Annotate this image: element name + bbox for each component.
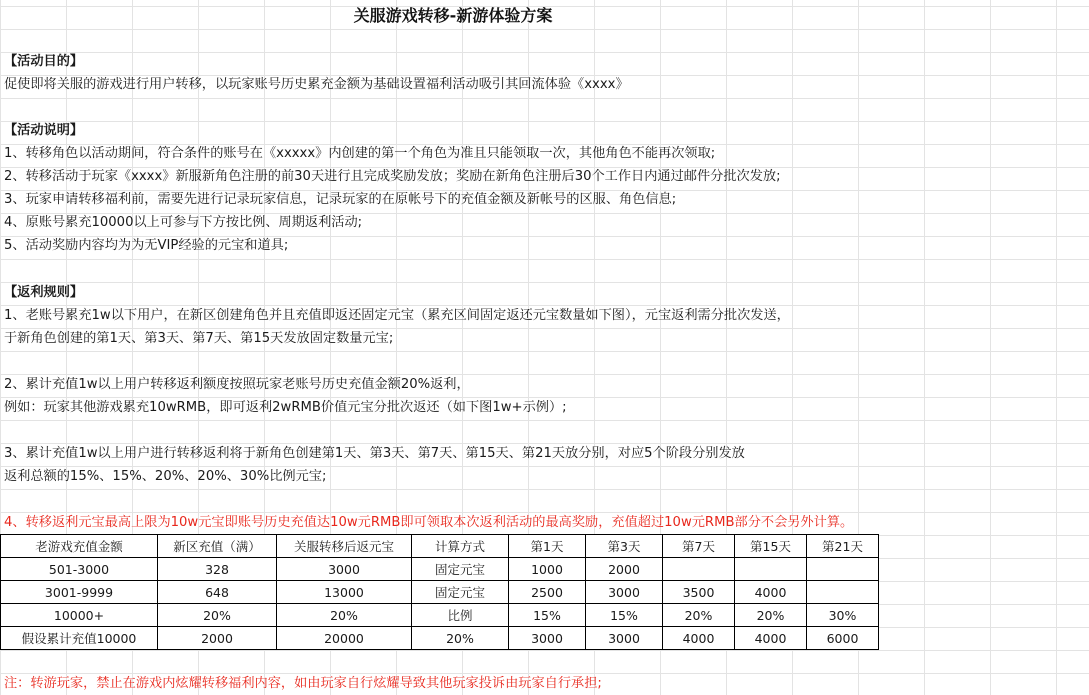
rebate-table xyxy=(0,534,879,650)
table-header-row xyxy=(1,535,879,558)
table-cell xyxy=(807,581,879,604)
description-item-3: 3、玩家申请转移福利前，需要先进行记录玩家信息，记录玩家的在原帐号下的充值金额及新帐号的区服、角色信息; xyxy=(4,192,677,207)
table-row xyxy=(1,627,879,650)
description-item-1: 1、转移角色以活动期间，符合条件的账号在《xxxxx》内创建的第一个角色为准且只能领取一次，其他角色不能再次领取; xyxy=(4,146,716,161)
document-title: 关服游戏转移-新游体验方案 xyxy=(353,6,553,25)
table-cell: 501-3000 xyxy=(1,558,158,581)
table-cell: 13000 xyxy=(277,581,412,604)
table-cell: 3000 xyxy=(586,627,663,650)
table-cell: 3001-9999 xyxy=(1,581,158,604)
table-cell: 2000 xyxy=(586,558,663,581)
table-cell: 20% xyxy=(412,627,509,650)
table-cell: 648 xyxy=(158,581,277,604)
table-cell: 20% xyxy=(277,604,412,627)
purpose-text: 促使即将关服的游戏进行用户转移，以玩家账号历史累充金额为基础设置福利活动吸引其回流体验《xxxx》 xyxy=(4,77,629,92)
rule-2-line-1: 2、累计充值1w以上用户转移返利额度按照玩家老账号历史充值金额20%返利， xyxy=(4,377,470,392)
table-cell: 2500 xyxy=(509,581,586,604)
footer-note: 注：转游玩家，禁止在游戏内炫耀转移福利内容，如由玩家自行炫耀导致其他玩家投诉由玩家自行承担; xyxy=(4,676,602,691)
table-cell: 20000 xyxy=(277,627,412,650)
table-header-cell: 第1天 xyxy=(509,535,586,558)
rule-3-line-2: 返利总额的15%、15%、20%、20%、30%比例元宝; xyxy=(4,469,327,484)
table-row xyxy=(1,558,879,581)
rule-1-line-2: 于新角色创建的第1天、第3天、第7天、第15天发放固定数量元宝; xyxy=(4,331,394,346)
table-cell: 20% xyxy=(158,604,277,627)
description-item-5: 5、活动奖励内容均为为无VIP经验的元宝和道具; xyxy=(4,238,289,253)
table-cell: 3000 xyxy=(509,627,586,650)
description-item-2: 2、转移活动于玩家《xxxx》新服新角色注册的前30天进行且完成奖励发放；奖励在新角色注册后30个工作日内通过邮件分批次发放; xyxy=(4,169,781,184)
table-cell: 3000 xyxy=(277,558,412,581)
table-header-cell: 老游戏充值金额 xyxy=(1,535,158,558)
table-cell: 2000 xyxy=(158,627,277,650)
table-cell xyxy=(735,558,807,581)
rule-1-line-1: 1、老账号累充1w以下用户，在新区创建角色并且充值即返还固定元宝（累充区间固定返还元宝数量如下图），元宝返利需分批次发送， xyxy=(4,308,790,323)
table-cell: 3000 xyxy=(586,581,663,604)
table-header-cell: 新区充值（满） xyxy=(158,535,277,558)
table-header-cell: 第21天 xyxy=(807,535,879,558)
table-cell: 3500 xyxy=(663,581,735,604)
table-cell: 固定元宝 xyxy=(412,558,509,581)
table-cell: 30% xyxy=(807,604,879,627)
table-cell: 20% xyxy=(735,604,807,627)
table-cell: 20% xyxy=(663,604,735,627)
table-header-cell: 关服转移后返元宝 xyxy=(277,535,412,558)
table-cell: 15% xyxy=(509,604,586,627)
table-header-cell: 第7天 xyxy=(663,535,735,558)
rules-heading: 【返利规则】 xyxy=(4,285,84,300)
table-cell: 固定元宝 xyxy=(412,581,509,604)
table-cell: 4000 xyxy=(735,581,807,604)
table-cell: 假设累计充值10000 xyxy=(1,627,158,650)
table-header-cell: 第3天 xyxy=(586,535,663,558)
table-row xyxy=(1,581,879,604)
table-cell: 15% xyxy=(586,604,663,627)
table-cell: 328 xyxy=(158,558,277,581)
table-cell: 10000+ xyxy=(1,604,158,627)
table-header-cell: 计算方式 xyxy=(412,535,509,558)
table-cell xyxy=(663,558,735,581)
rule-3-line-1: 3、累计充值1w以上用户进行转移返利将于新角色创建第1天、第3天、第7天、第15天、第21天放分别，对应5个阶段分别发放 xyxy=(4,446,745,461)
table-cell: 4000 xyxy=(735,627,807,650)
rule-2-line-2: 例如：玩家其他游戏累充10wRMB，即可返利2wRMB价值元宝分批次返还（如下图1w+示例）; xyxy=(4,400,567,415)
description-heading: 【活动说明】 xyxy=(4,123,84,138)
table-row xyxy=(1,604,879,627)
table-cell: 6000 xyxy=(807,627,879,650)
purpose-heading: 【活动目的】 xyxy=(4,54,84,69)
table-cell: 比例 xyxy=(412,604,509,627)
table-cell: 4000 xyxy=(663,627,735,650)
rule-4-cap-note: 4、转移返利元宝最高上限为10w元宝即账号历史充值达10w元RMB即可领取本次返利活动的最高奖励，充值超过10w元RMB部分不会另外计算。 xyxy=(4,515,854,530)
table-header-cell: 第15天 xyxy=(735,535,807,558)
description-item-4: 4、原账号累充10000以上可参与下方按比例、周期返利活动; xyxy=(4,215,363,230)
table-cell xyxy=(807,558,879,581)
table-cell: 1000 xyxy=(509,558,586,581)
